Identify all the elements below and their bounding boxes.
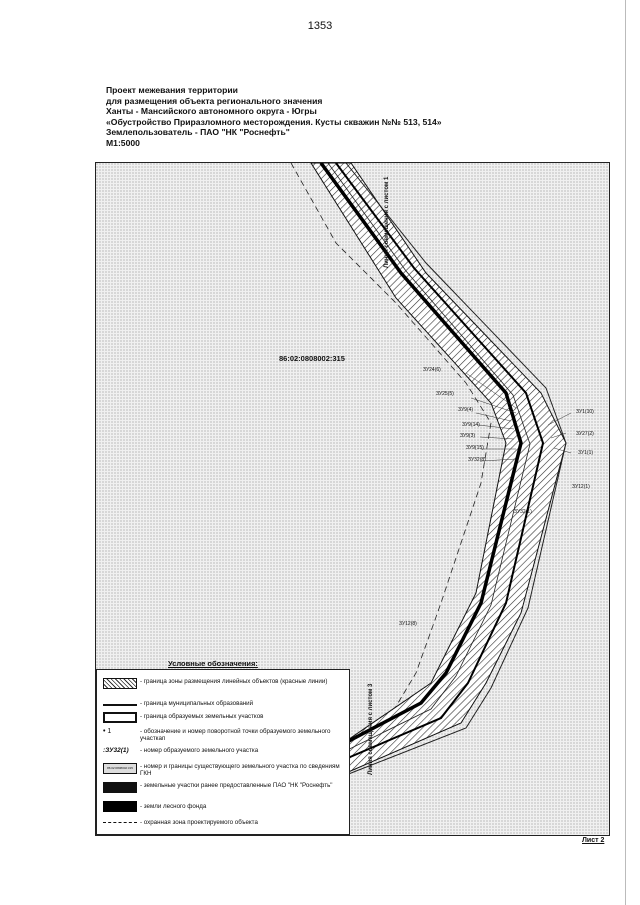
point-label: ЗУ24(6) (423, 367, 441, 373)
legend-text: - граница зоны размещения линейных объектов (красные линии) (140, 678, 328, 685)
legend-text: - земли лесного фонда (140, 803, 207, 810)
dashed-swatch (103, 822, 137, 823)
existing-parcel-swatch: 86:02:0808002:315 (103, 763, 137, 774)
title-line: Землепользователь - ПАО "НК "Роснефть" (106, 127, 290, 138)
title-line: Проект межевания территории (106, 85, 238, 95)
box-swatch (103, 712, 137, 723)
legend-text: - граница образуемых земельных участков (140, 713, 264, 720)
legend-text: - граница муниципальных образований (140, 700, 254, 707)
point-label: ЗУ1(10) (576, 409, 594, 415)
point-label: ЗУ9(3) (460, 433, 476, 439)
solid-swatch (103, 801, 137, 812)
sheet-label: Лист 2 (582, 837, 605, 844)
legend-text: - земельные участки ранее предоставленные ПАО "НК "Роснефть" (140, 782, 333, 789)
point-label: ЗУ12(1) (572, 484, 590, 490)
page-number: 1353 (307, 20, 333, 32)
point-swatch: • 1 (103, 728, 112, 735)
hatch-swatch (103, 678, 137, 689)
point-label: ЗУ9(4) (458, 407, 474, 413)
title-line: для размещения объекта регионального значения (106, 95, 323, 106)
title-line: Ханты - Мансийского автономного округа - Югры (106, 106, 317, 117)
point-label: ЗУ32(8) (468, 457, 486, 463)
legend-text: - охранная зона проектируемого объекта (140, 819, 258, 826)
legend-title: Условные обозначения: (168, 659, 258, 668)
legend-text: - номер образуемого земельного участка (140, 747, 259, 754)
match-line-label-top: Линия совмещения с листом 1 (384, 176, 390, 268)
point-label: ЗУ27(2) (576, 431, 594, 437)
line-swatch (103, 704, 137, 706)
point-label: ЗУ9(15) (466, 445, 484, 451)
scale-label: М1:5000 (106, 137, 140, 148)
point-label: ЗУ9(14) (462, 422, 480, 428)
legend-text: - номер и границы существующего земельного участка по сведениям ГКН (140, 763, 340, 778)
title-line: «Обустройство Приразломного месторождения. Кусты скважин №№ 513, 514» (106, 116, 442, 127)
legend (96, 669, 350, 835)
match-line-label-bottom: Линия совмещения с листом 3 (368, 683, 374, 775)
legend-text: - обозначение и номер поворотной точки образуемого земельного участкап (140, 728, 331, 743)
parcel-number-sample: :ЗУ32(1) (103, 747, 129, 754)
title-block (106, 85, 442, 149)
parcel-number-label: 86:02:0808002:315 (279, 354, 345, 363)
point-label: ЗУ1(1) (578, 450, 594, 456)
solid-swatch (103, 782, 137, 793)
page-edge-line (625, 0, 626, 905)
point-label: ЗУ25(5) (436, 391, 454, 397)
point-label: ЗУ32(1) (514, 509, 532, 515)
point-label: ЗУ12(8) (399, 621, 417, 627)
